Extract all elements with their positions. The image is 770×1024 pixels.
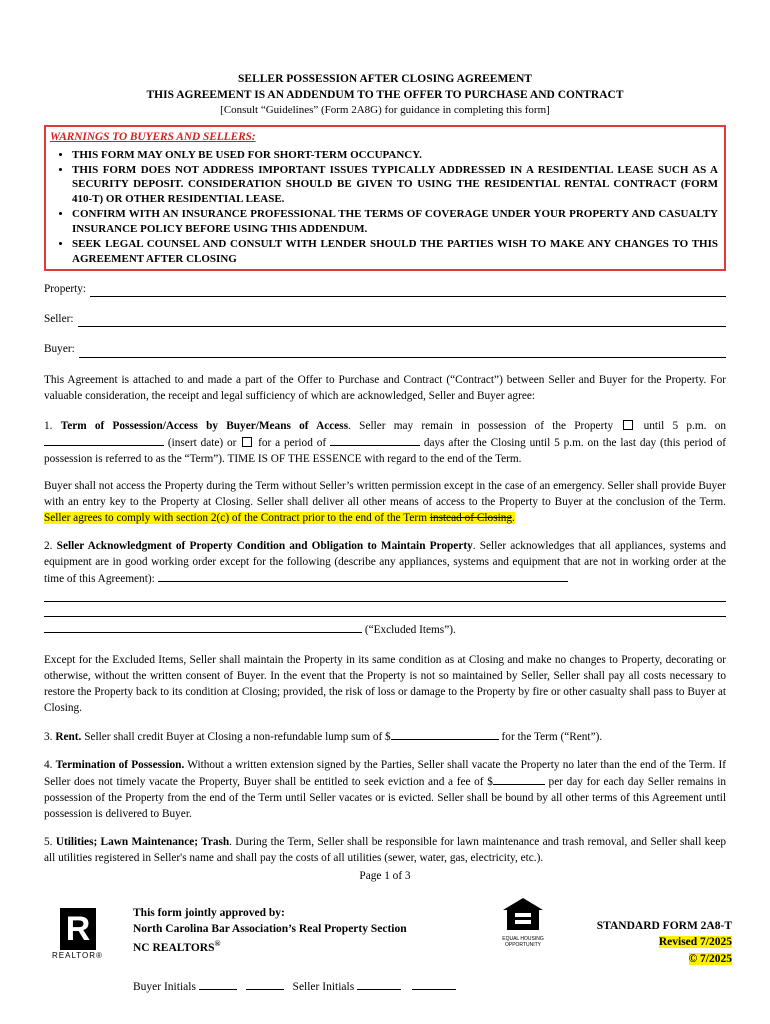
warnings-list: [50, 148, 718, 267]
section-2: 2. Seller Acknowledgment of Property Condition and Obligation to Maintain Property. Seller acknowledges that all appliances, systems and equipment are in good working order except for the following (describe any appliances, systems and equipment that are not in working order at the time of this Agreement):: [44, 539, 726, 585]
seller-initials-input-1[interactable]: [357, 978, 401, 990]
section-3-heading: Rent.: [55, 731, 82, 744]
form-name: STANDARD FORM 2A8-T: [596, 920, 732, 932]
document-title: SELLER POSSESSION AFTER CLOSING AGREEMENT THIS AGREEMENT IS AN ADDENDUM TO THE OFFER TO PURCHASE AND CONTRACT: [146, 73, 624, 101]
equal-housing-logo: EQUAL HOUSING OPPORTUNITY: [500, 896, 546, 948]
buyer-initials-input-2[interactable]: [246, 978, 284, 990]
rent-amount-input[interactable]: [391, 728, 499, 740]
copyright-date: © 7/2025: [688, 952, 732, 965]
end-date-input[interactable]: [44, 434, 164, 446]
until-date-checkbox[interactable]: [623, 420, 633, 430]
warnings-heading: WARNINGS TO BUYERS AND SELLERS:: [50, 130, 256, 143]
section-4: 4. Termination of Possession. Without a written extension signed by the Parties, Seller shall vacate the Property no later than the end of the Term. If Seller does not timely vacate the Property, Buyer shall be entitled to seek eviction and a fee of $ per day for each day Seller remains in possession of the Property from the end of the Term until Seller vacates or is evicted. Seller shall be bound by all other terms of this Agreement until possession is delivered to Buyer.: [44, 759, 727, 821]
period-checkbox[interactable]: [242, 437, 252, 447]
realtor-logo-text: REALTOR®: [52, 951, 103, 960]
form-identifier: [597, 918, 732, 967]
section-3: 3. Rent. Seller shall credit Buyer at Closing a non-refundable lump sum of $ for the Term (“Rent”).: [44, 728, 726, 745]
section-5-heading: Utilities; Lawn Maintenance; Trash: [55, 836, 230, 849]
approval-block: This form jointly approved by: North Carolina Bar Association’s Real Property Section NC REALTORS®: [133, 907, 407, 954]
buyer-initials-input-1[interactable]: [199, 978, 237, 990]
equal-housing-icon: [500, 896, 546, 932]
warnings-box: [44, 125, 726, 272]
excluded-items-input[interactable]: [44, 621, 362, 633]
excluded-items-input[interactable]: [158, 570, 568, 582]
excluded-items-line[interactable]: [44, 602, 726, 617]
section-4-heading: Termination of Possession.: [55, 759, 185, 772]
property-field: [44, 281, 726, 297]
seller-input[interactable]: [78, 314, 727, 327]
section-5: 5. Utilities; Lawn Maintenance; Trash. During the Term, Seller shall be responsible for lawn maintenance and trash removal, and Seller shall keep all utilities registered in Seller's name and shall pay the costs of all utilities (sewer, water, gas, electricity, etc.).: [44, 836, 726, 865]
page-number: Page 1 of 3: [359, 870, 411, 883]
buyer-input[interactable]: [79, 345, 726, 358]
seller-field: [44, 311, 726, 327]
section-2-maintenance-paragraph: Except for the Excluded Items, Seller shall maintain the Property in its same condition as at Closing and make no changes to Property, decorating or otherwise, without the written consent of Buyer. In the event that the Property is not so maintained by Seller, Seller shall pay all costs necessary to restore the Property back to its condition at Closing; provided, the risk of loss or damage to the Property by fire or other casualty shall pass to Buyer at Closing.: [44, 653, 726, 714]
property-input[interactable]: [90, 284, 726, 297]
section-1: 1. Term of Possession/Access by Buyer/Means of Access. Seller may remain in possession of the Property until 5 p.m. on (insert date) or for a period of days after the Closing until 5 p.m. on the last day (this period of possession is referred to as the “Term”). TIME IS OF THE ESSENCE with regard to the end of the Term.: [44, 419, 727, 465]
buyer-initials-label: Buyer Initials: [133, 981, 196, 993]
property-label: Property:: [44, 283, 87, 296]
excluded-items-line[interactable]: [44, 587, 726, 602]
warning-item: • CONFIRM WITH AN INSURANCE PROFESSIONAL THE TERMS OF COVERAGE UNDER YOUR PROPERTY AND CASUALTY INSURANCE POLICY BEFORE USING THIS ADDENDUM.: [72, 207, 718, 237]
seller-initials-label: Seller Initials: [292, 981, 355, 993]
revised-date: Revised 7/2025: [658, 936, 732, 949]
seller-initials-input-2[interactable]: [412, 978, 456, 990]
section-2-heading: Seller Acknowledgment of Property Condition and Obligation to Maintain Property: [56, 539, 473, 552]
buyer-field: [44, 341, 726, 357]
excluded-items-row: (“Excluded Items”).: [44, 621, 726, 638]
intro-paragraph: This Agreement is attached to and made a part of the Offer to Purchase and Contract (“Contract”) between Seller and Buyer for the Property. For valuable consideration, the receipt and legal sufficiency of which are acknowledged, Seller and Buyer agree:: [44, 373, 726, 402]
initials-row: [133, 978, 456, 995]
struck-text: instead of Closing: [429, 511, 513, 524]
realtor-logo: R: [60, 908, 96, 950]
daily-fee-input[interactable]: [493, 773, 545, 785]
warning-item: • THIS FORM DOES NOT ADDRESS IMPORTANT ISSUES TYPICALLY ADDRESSED IN A RESIDENTIAL LEASE SUCH AS A SECURITY DEPOSIT. CONSIDERATION SHOULD BE GIVEN TO USING THE RESIDENTIAL RENTAL CONTRACT (FORM 410-T) OR OTHER RESIDENTIAL LEASE.: [72, 163, 718, 208]
buyer-label: Buyer:: [44, 343, 75, 356]
days-input[interactable]: [330, 434, 420, 446]
section-1-heading: Term of Possession/Access by Buyer/Means of Access: [60, 419, 349, 432]
seller-label: Seller:: [44, 313, 74, 326]
warning-item: • THIS FORM MAY ONLY BE USED FOR SHORT-TERM OCCUPANCY.: [72, 148, 718, 163]
warning-item: • SEEK LEGAL COUNSEL AND CONSULT WITH LENDER SHOULD THE PARTIES WISH TO MAKE ANY CHANGES TO THIS AGREEMENT AFTER CLOSING: [72, 237, 718, 267]
document-subtitle: [Consult “Guidelines” (Form 2A8G) for guidance in completing this form]: [220, 104, 550, 117]
section-1-access-paragraph: Buyer shall not access the Property during the Term without Seller’s written permission except in the case of an emergency. Seller shall provide Buyer with an entry key to the Property at Closing. Seller shall deliver all other means of access to the Property to Buyer at the conclusion of the Term. Seller agrees to comply with section 2(c) of the Contract prior to the end of the Term instead of Closing.: [44, 479, 726, 524]
document-page: [44, 72, 726, 884]
highlighted-text: Seller agrees to comply with section 2(c) of the Contract prior to the end of the Term instead of Closing.: [44, 511, 515, 524]
